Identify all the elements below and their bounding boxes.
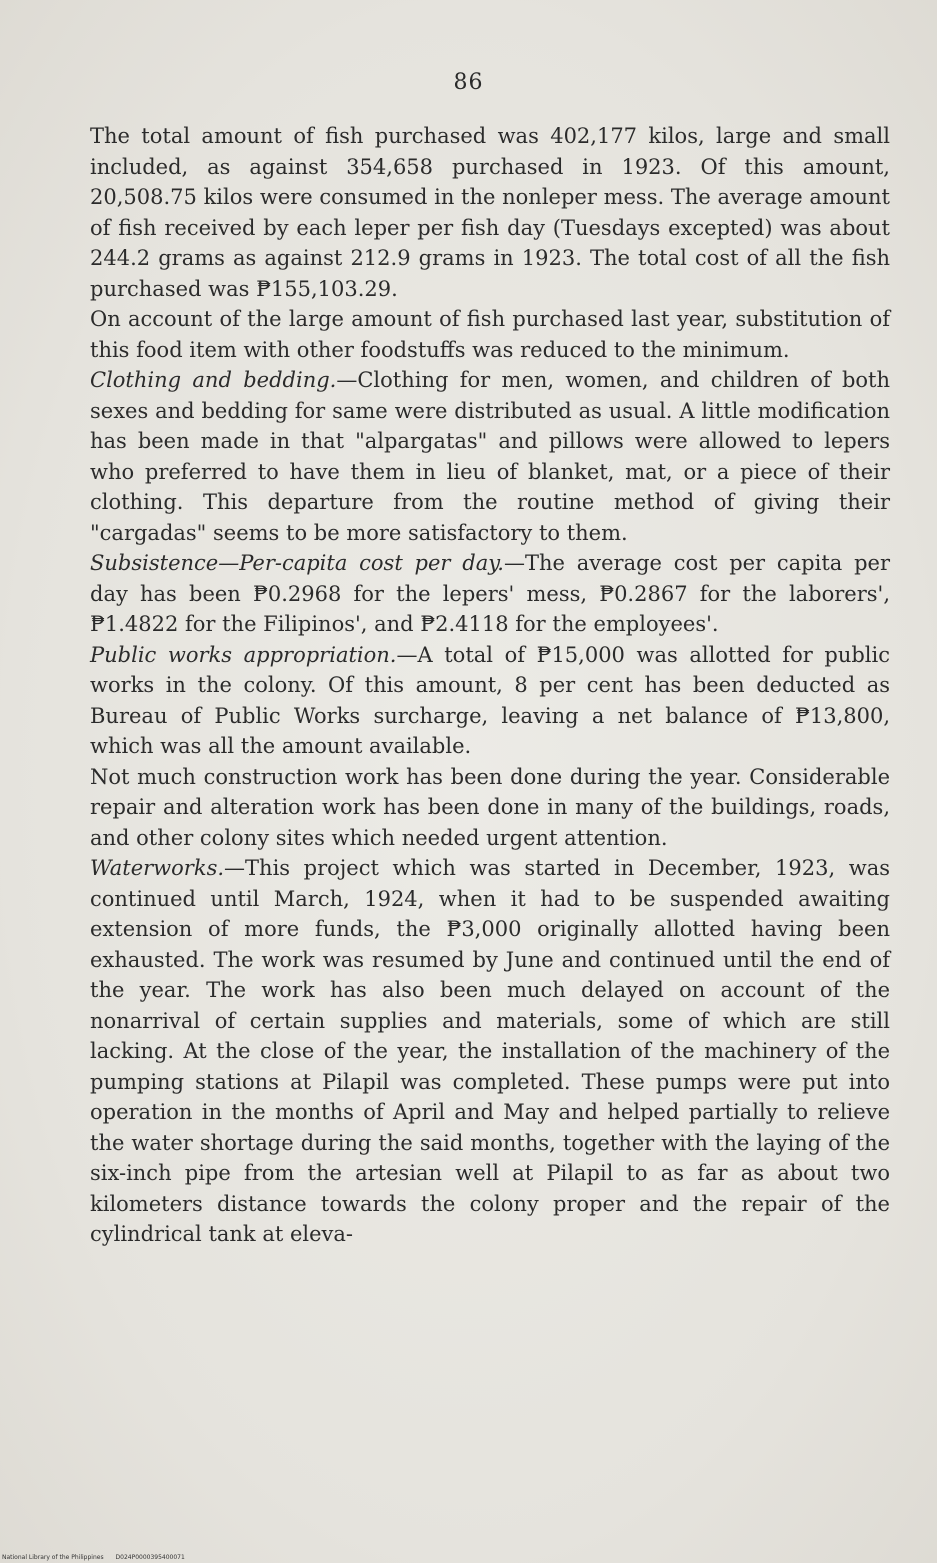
paragraph-substitution	[90, 304, 890, 365]
paragraph-clothing-bedding	[90, 365, 890, 548]
paragraph-text: Not much construction work has been done during the year. Considerable repair and alteration work has been done in many of the buildings, roads, and other colony sites which needed urgent attention.	[90, 764, 890, 850]
paragraph-lead: Waterworks.	[90, 856, 225, 880]
paragraph-text: The total amount of fish purchased was 402,177 kilos, large and small included, as against 354,658 purchased in 1923. Of this amount, 20,508.75 kilos were consumed in the nonleper mess. The average amount of fish received by each leper per fish day (Tuesdays excepted) was about 244.2 grams as against 212.9 grams in 1923. The total cost of all the fish purchased was ₱155,103.29.	[90, 124, 890, 301]
body-text	[90, 121, 890, 1250]
paragraph-lead: Clothing and bedding.	[90, 368, 337, 392]
paragraph-lead: Public works appropriation.	[90, 642, 397, 667]
paragraph-text: —This project which was started in December, 1923, was continued until March, 1924, when it had to be suspended awaiting extension of more funds, the ₱3,000 originally allotted having been exhausted. The work was resumed by June and continued until the end of the year. The work has also been much delayed on account of the nonarrival of certain supplies and materials, some of which are still lacking. At the close of the year, the installation of the machinery of the pumping stations at Pilapil was completed. These pumps were put into operation in the months of April and May and helped partially to relieve the water shortage during the said months, together with the laying of the six-inch pipe from the artesian well at Pilapil to as far as about two kilometers distance towards the colony proper and the repair of the cylindrical tank at eleva-	[90, 856, 890, 1246]
footer-source: National Library of the Philippines	[2, 1554, 104, 1561]
scan-footer	[2, 1554, 195, 1561]
paragraph-subsistence	[90, 548, 890, 640]
paragraph-construction	[90, 762, 890, 854]
paragraph-text: On account of the large amount of fish purchased last year, substitution of this food item with other foodstuffs was reduced to the minimum.	[90, 307, 890, 362]
paragraph-lead: Subsistence—Per-capita cost per day.	[90, 551, 504, 575]
paragraph-text: —A total of ₱15,000 was allotted for public works in the colony. Of this amount, 8 per cent has been deducted as Bureau of Public Works surcharge, leaving a net balance of ₱13,800, which was all the amount available.	[90, 642, 891, 758]
footer-id: D024P0000395400071	[115, 1554, 185, 1561]
paragraph-fish-purchase	[90, 121, 890, 304]
paragraph-public-works	[90, 640, 890, 762]
page-number: 86	[453, 70, 484, 95]
paragraph-text: —Clothing for men, women, and children of both sexes and bedding for same were distributed as usual. A little modification has been made in that "alpargatas" and pillows were allowed to lepers who preferred to have them in lieu of blanket, mat, or a piece of their clothing. This departure from the routine method of giving their "cargadas" seems to be more satisfactory to them.	[90, 368, 890, 545]
paragraph-waterworks	[90, 853, 890, 1250]
paragraph-text: —The average cost per capita per day has been ₱0.2968 for the lepers' mess, ₱0.2867 for the laborers', ₱1.4822 for the Filipinos', and ₱2.4118 for the employees'.	[90, 551, 890, 636]
